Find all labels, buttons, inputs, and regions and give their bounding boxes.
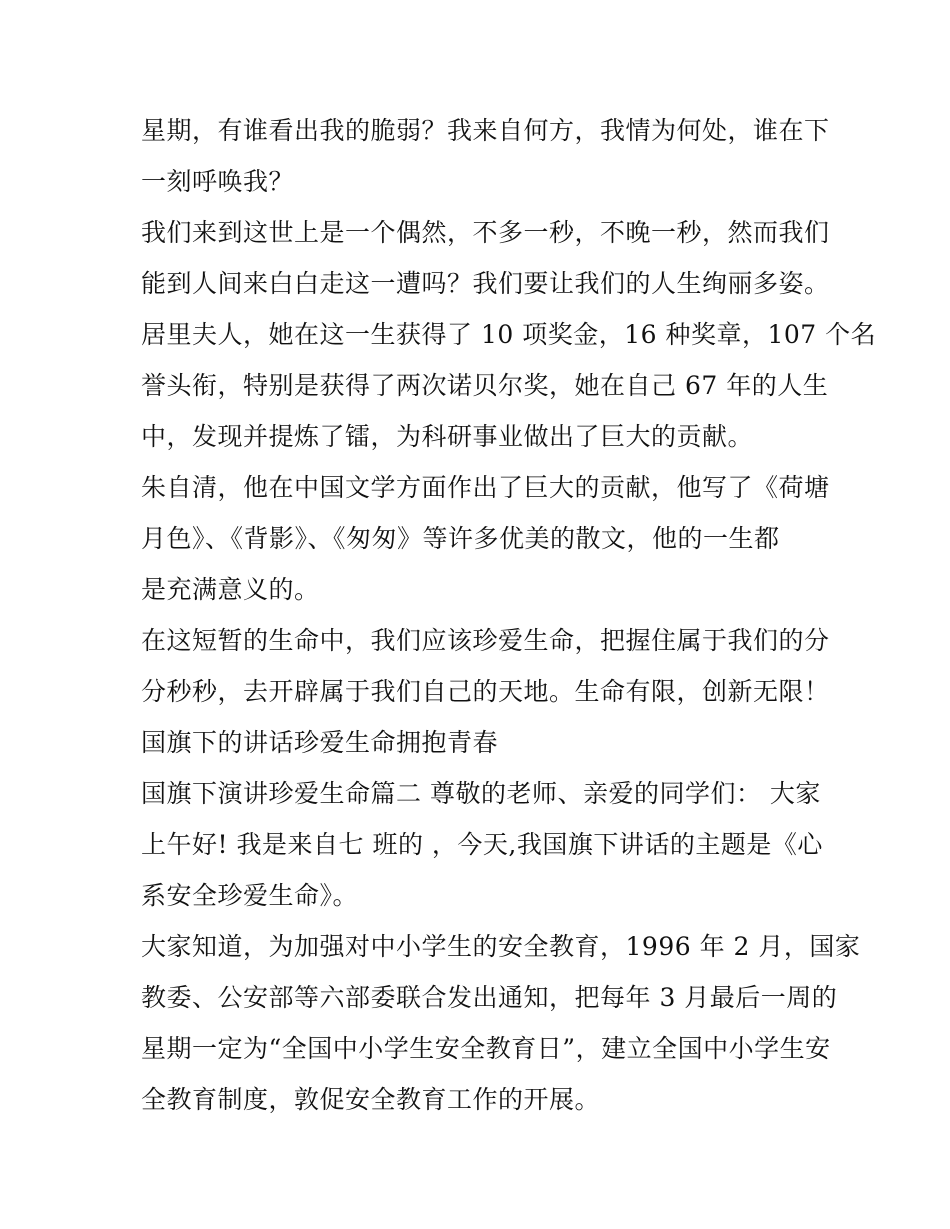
text-line: 系安全珍爱生命》。 <box>141 881 359 910</box>
heading-text: 国旗下的讲话珍爱生命拥抱青春 <box>141 728 499 757</box>
text-line: 在这短暂的生命中，我们应该珍爱生命，把握住属于我们的分 <box>141 626 830 655</box>
paragraph-5 <box>141 615 830 717</box>
paragraph-4 <box>141 462 830 615</box>
section-heading <box>141 717 821 768</box>
text-line: 上午好! 我是来自七 班的 ，今天,我国旗下讲话的主题是《心 <box>141 830 823 859</box>
text-line: 星期，有谁看出我的脆弱？我来自何方，我情为何处，谁在下 <box>141 116 830 145</box>
text-line: 朱自清，他在中国文学方面作出了巨大的贡献，他写了《荷塘 <box>141 473 830 502</box>
text-line: 分秒秒，去开辟属于我们自己的天地。生命有限，创新无限！ <box>141 677 830 706</box>
paragraph-6 <box>141 768 821 921</box>
text-line: 星期一定为“全国中小学生安全教育日”，建立全国中小学生安 <box>141 1034 831 1063</box>
text-line: 誉头衔，特别是获得了两次诺贝尔奖，她在自己 67 年的人生 <box>141 371 829 400</box>
text-line: 我们来到这世上是一个偶然，不多一秒，不晚一秒，然而我们 <box>141 218 830 247</box>
text-line: 能到人间来白白走这一遭吗？我们要让我们的人生绚丽多姿。 <box>141 269 830 298</box>
document-body <box>141 105 877 1125</box>
text-line: 教委、公安部等六部委联合发出通知，把每年 3 月最后一周的 <box>141 983 838 1012</box>
paragraph-3 <box>141 309 877 462</box>
paragraph-7 <box>141 921 861 1125</box>
text-line: 全教育制度，敦促安全教育工作的开展。 <box>141 1085 601 1114</box>
paragraph-2 <box>141 207 830 309</box>
paragraph-1 <box>141 105 830 207</box>
text-line: 国旗下演讲珍爱生命篇二 尊敬的老师、亲爱的同学们： 大家 <box>141 779 821 808</box>
text-line: 月色》、《背影》、《匆匆》等许多优美的散文，他的一生都 <box>141 524 780 553</box>
text-line: 居里夫人，她在这一生获得了 10 项奖金，16 种奖章，107 个名 <box>141 320 877 349</box>
text-line: 一刻呼唤我？ <box>141 167 295 196</box>
text-line: 是充满意义的。 <box>141 575 320 604</box>
text-line: 大家知道，为加强对中小学生的安全教育，1996 年 2 月，国家 <box>141 932 861 961</box>
text-line: 中，发现并提炼了镭，为科研事业做出了巨大的贡献。 <box>141 422 754 451</box>
